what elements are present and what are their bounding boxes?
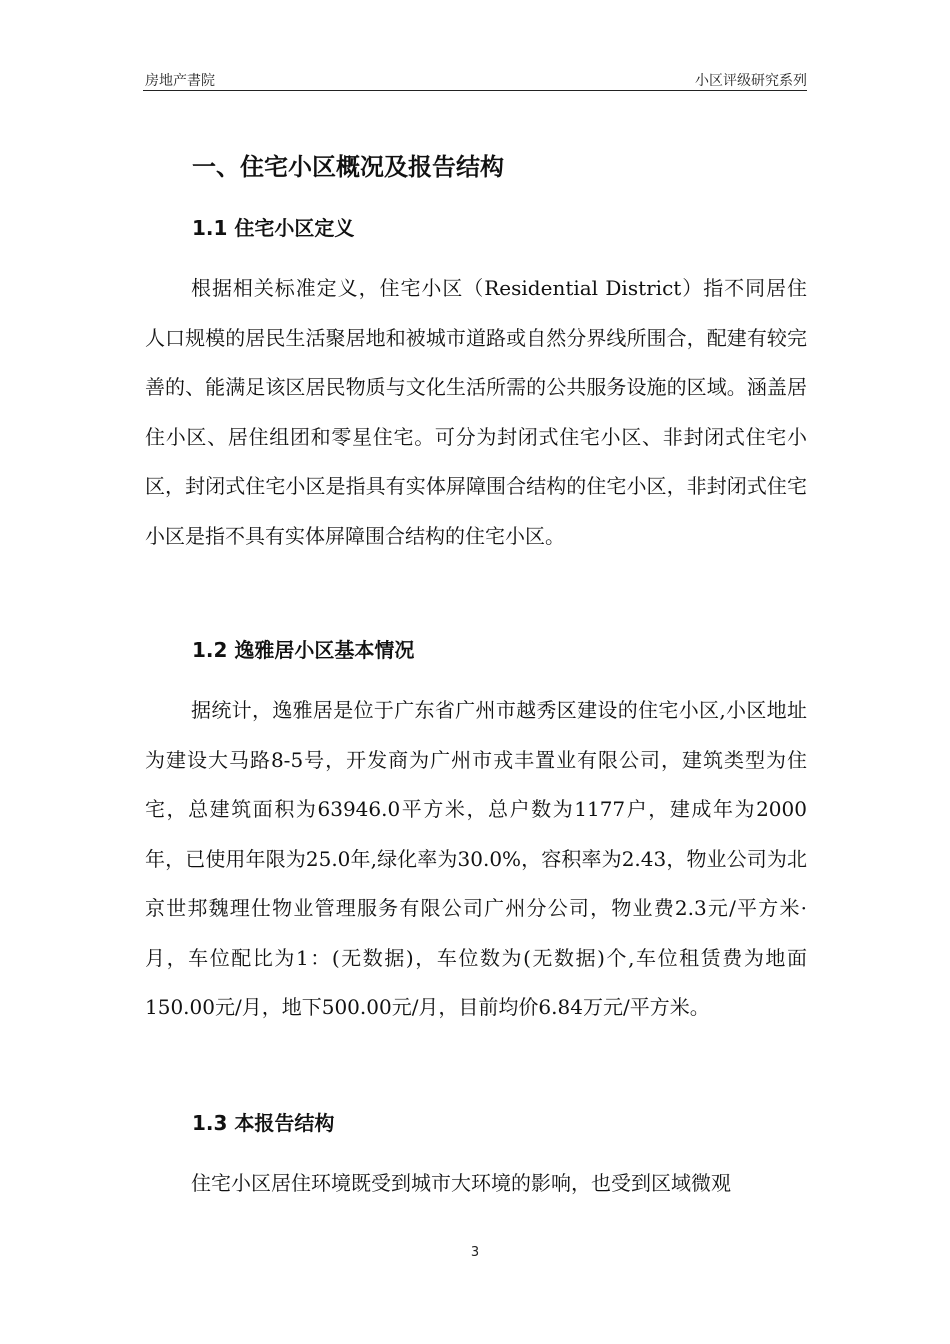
- section-title-1-2: 1.2 逸雅居小区基本情况: [192, 638, 415, 662]
- chapter-title: 一、住宅小区概况及报告结构: [192, 153, 504, 181]
- section-paragraph-1-1: 根据相关标准定义，住宅小区（Residential District）指不同居住人口规模的居民生活聚居地和被城市道路或自然分界线所围合，配建有较完善的、能满足该区居民物质与文化生活所需的公共服务设施的区域。涵盖居住小区、居住组团和零星住宅。可分为封闭式住宅小区、非封闭式住宅小区，封闭式住宅小区是指具有实体屏障围合结构的住宅小区，非封闭式住宅小区是指不具有实体屏障围合结构的住宅小区。: [145, 276, 807, 548]
- section-paragraph-1-3: 住宅小区居住环境既受到城市大环境的影响，也受到区域微观: [191, 1171, 731, 1195]
- section-title-1-3: 1.3 本报告结构: [192, 1111, 335, 1135]
- page-number: 3: [470, 1245, 480, 1260]
- section-title-1-1: 1.1 住宅小区定义: [192, 216, 355, 240]
- header-publisher: 房地产書院: [145, 73, 215, 89]
- header-divider: [143, 90, 807, 91]
- section-paragraph-1-2: 据统计，逸雅居是位于广东省广州市越秀区建设的住宅小区,小区地址为建设大马路8-5号，开发商为广州市戎丰置业有限公司，建筑类型为住宅，总建筑面积为63946.0平方米，总户数为1177户，建成年为2000年，已使用年限为25.0年,绿化率为30.0%，容积率为2.43，物业公司为北京世邦魏理仕物业管理服务有限公司广州分公司，物业费2.3元/平方米·月，车位配比为1：(无数据)，车位数为(无数据)个,车位租赁费为地面150.00元/月，地下500.00元/月，目前均价6.84万元/平方米。: [145, 698, 807, 1019]
- header-series: 小区评级研究系列: [695, 73, 807, 89]
